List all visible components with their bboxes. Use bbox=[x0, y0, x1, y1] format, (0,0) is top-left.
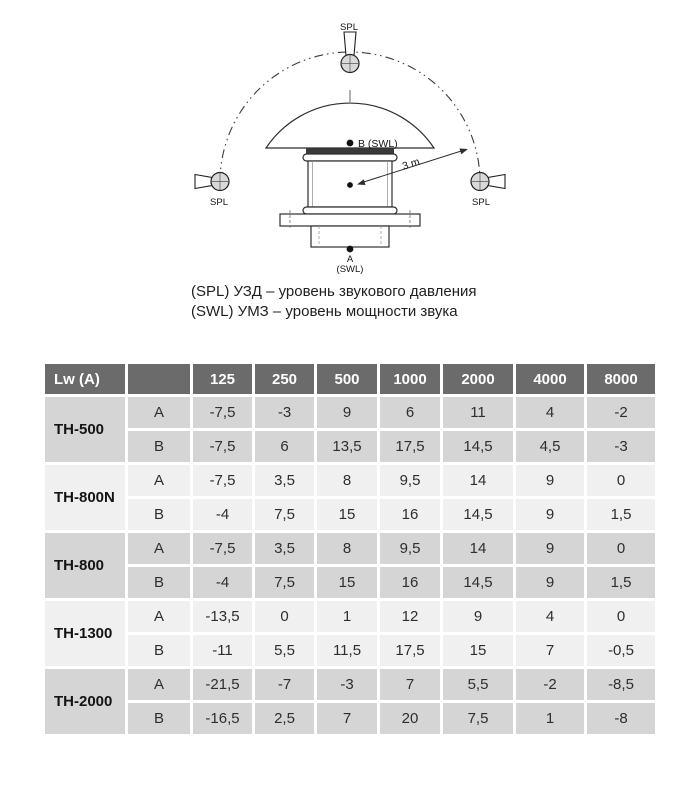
header-cell-freq-4000: 4000 bbox=[516, 364, 584, 394]
value-cell: -7,5 bbox=[193, 397, 252, 428]
distance-label: 3 m bbox=[400, 155, 422, 173]
table-row bbox=[45, 703, 655, 734]
point-cell: B bbox=[128, 703, 190, 734]
value-cell: 1 bbox=[516, 703, 584, 734]
table-header bbox=[45, 364, 655, 394]
spl-right-label: SPL bbox=[472, 197, 490, 208]
value-cell: 16 bbox=[380, 499, 440, 530]
value-cell: 15 bbox=[443, 635, 513, 666]
table-header-row bbox=[45, 364, 655, 394]
value-cell: 8 bbox=[317, 465, 377, 496]
point-a-dot bbox=[347, 246, 354, 253]
value-cell: 15 bbox=[317, 567, 377, 598]
table-row bbox=[45, 465, 655, 496]
point-cell: B bbox=[128, 567, 190, 598]
point-cell: B bbox=[128, 635, 190, 666]
point-cell: A bbox=[128, 601, 190, 632]
table-row bbox=[45, 533, 655, 564]
value-cell: 17,5 bbox=[380, 635, 440, 666]
value-cell: -11 bbox=[193, 635, 252, 666]
value-cell: 7,5 bbox=[443, 703, 513, 734]
center-dot bbox=[347, 182, 353, 188]
point-cell: A bbox=[128, 465, 190, 496]
spl-top-label: SPL bbox=[340, 22, 358, 33]
value-cell: -16,5 bbox=[193, 703, 252, 734]
value-cell: 14,5 bbox=[443, 499, 513, 530]
point-b-dot bbox=[347, 140, 354, 147]
value-cell: 7 bbox=[317, 703, 377, 734]
header-cell-freq-125: 125 bbox=[193, 364, 252, 394]
value-cell: 15 bbox=[317, 499, 377, 530]
value-cell: 7 bbox=[516, 635, 584, 666]
value-cell: 1 bbox=[317, 601, 377, 632]
value-cell: 9 bbox=[516, 567, 584, 598]
fan-lower-ring bbox=[303, 207, 397, 214]
value-cell: -8,5 bbox=[587, 669, 655, 700]
point-cell: B bbox=[128, 431, 190, 462]
value-cell: 7 bbox=[380, 669, 440, 700]
point-b-label: B (SWL) bbox=[358, 138, 398, 150]
microphone-icon-right bbox=[471, 173, 505, 191]
value-cell: -3 bbox=[255, 397, 314, 428]
value-cell: 14,5 bbox=[443, 567, 513, 598]
value-cell: 14 bbox=[443, 533, 513, 564]
diagram-caption bbox=[191, 282, 477, 322]
header-cell-freq-500: 500 bbox=[317, 364, 377, 394]
table-row bbox=[45, 567, 655, 598]
value-cell: 11 bbox=[443, 397, 513, 428]
value-cell: 0 bbox=[587, 533, 655, 564]
value-cell: -3 bbox=[317, 669, 377, 700]
value-cell: 9 bbox=[317, 397, 377, 428]
value-cell: 7,5 bbox=[255, 499, 314, 530]
model-cell-th-500: TH-500 bbox=[45, 397, 125, 462]
value-cell: 0 bbox=[587, 465, 655, 496]
value-cell: -8 bbox=[587, 703, 655, 734]
value-cell: 7,5 bbox=[255, 567, 314, 598]
microphone-icon-left bbox=[195, 173, 229, 191]
value-cell: 13,5 bbox=[317, 431, 377, 462]
value-cell: 16 bbox=[380, 567, 440, 598]
header-cell-freq-2000: 2000 bbox=[443, 364, 513, 394]
value-cell: 12 bbox=[380, 601, 440, 632]
value-cell: 20 bbox=[380, 703, 440, 734]
point-a-label: A bbox=[346, 254, 354, 265]
model-cell-th-800: TH-800 bbox=[45, 533, 125, 598]
value-cell: 4,5 bbox=[516, 431, 584, 462]
value-cell: 4 bbox=[516, 397, 584, 428]
value-cell: -7,5 bbox=[193, 431, 252, 462]
value-cell: 9,5 bbox=[380, 533, 440, 564]
value-cell: 3,5 bbox=[255, 533, 314, 564]
value-cell: -0,5 bbox=[587, 635, 655, 666]
header-cell-empty bbox=[128, 364, 190, 394]
value-cell: -7 bbox=[255, 669, 314, 700]
fan-duct bbox=[311, 226, 389, 247]
table-row bbox=[45, 431, 655, 462]
model-cell-th-2000: TH-2000 bbox=[45, 669, 125, 734]
table-row bbox=[45, 499, 655, 530]
header-cell-lw: Lw (A) bbox=[45, 364, 125, 394]
point-cell: A bbox=[128, 669, 190, 700]
value-cell: 0 bbox=[587, 601, 655, 632]
point-a-sub-label: (SWL) bbox=[336, 264, 364, 275]
model-cell-th-800n: TH-800N bbox=[45, 465, 125, 530]
header-cell-freq-1000: 1000 bbox=[380, 364, 440, 394]
fan-upper-ring bbox=[303, 154, 397, 161]
table-row bbox=[45, 397, 655, 428]
value-cell: -2 bbox=[587, 397, 655, 428]
point-cell: A bbox=[128, 397, 190, 428]
value-cell: 14,5 bbox=[443, 431, 513, 462]
table-body bbox=[45, 397, 655, 734]
value-cell: 9,5 bbox=[380, 465, 440, 496]
sound-table-container bbox=[42, 361, 658, 737]
table-row bbox=[45, 635, 655, 666]
value-cell: 1,5 bbox=[587, 499, 655, 530]
value-cell: -4 bbox=[193, 567, 252, 598]
table-row bbox=[45, 601, 655, 632]
table-row bbox=[45, 669, 655, 700]
value-cell: 11,5 bbox=[317, 635, 377, 666]
value-cell: 3,5 bbox=[255, 465, 314, 496]
header-cell-freq-8000: 8000 bbox=[587, 364, 655, 394]
value-cell: -7,5 bbox=[193, 465, 252, 496]
value-cell: 9 bbox=[443, 601, 513, 632]
value-cell: -7,5 bbox=[193, 533, 252, 564]
caption-swl-line: (SWL) УМЗ – уровень мощности звука bbox=[191, 303, 458, 320]
value-cell: 2,5 bbox=[255, 703, 314, 734]
header-cell-freq-250: 250 bbox=[255, 364, 314, 394]
value-cell: 4 bbox=[516, 601, 584, 632]
point-cell: B bbox=[128, 499, 190, 530]
value-cell: 5,5 bbox=[443, 669, 513, 700]
value-cell: 9 bbox=[516, 499, 584, 530]
sound-data-table bbox=[42, 361, 658, 737]
value-cell: 9 bbox=[516, 465, 584, 496]
value-cell: 9 bbox=[516, 533, 584, 564]
value-cell: 14 bbox=[443, 465, 513, 496]
value-cell: -3 bbox=[587, 431, 655, 462]
value-cell: 6 bbox=[380, 397, 440, 428]
spl-left-label: SPL bbox=[210, 197, 228, 208]
value-cell: 17,5 bbox=[380, 431, 440, 462]
value-cell: -2 bbox=[516, 669, 584, 700]
value-cell: -13,5 bbox=[193, 601, 252, 632]
fan-flange bbox=[280, 214, 420, 226]
fan-unit-drawing bbox=[266, 103, 434, 247]
value-cell: 1,5 bbox=[587, 567, 655, 598]
value-cell: -4 bbox=[193, 499, 252, 530]
value-cell: 8 bbox=[317, 533, 377, 564]
value-cell: 6 bbox=[255, 431, 314, 462]
point-cell: A bbox=[128, 533, 190, 564]
value-cell: 0 bbox=[255, 601, 314, 632]
model-cell-th-1300: TH-1300 bbox=[45, 601, 125, 666]
caption-spl-line: (SPL) УЗД – уровень звукового давления bbox=[191, 283, 477, 300]
value-cell: -21,5 bbox=[193, 669, 252, 700]
value-cell: 5,5 bbox=[255, 635, 314, 666]
